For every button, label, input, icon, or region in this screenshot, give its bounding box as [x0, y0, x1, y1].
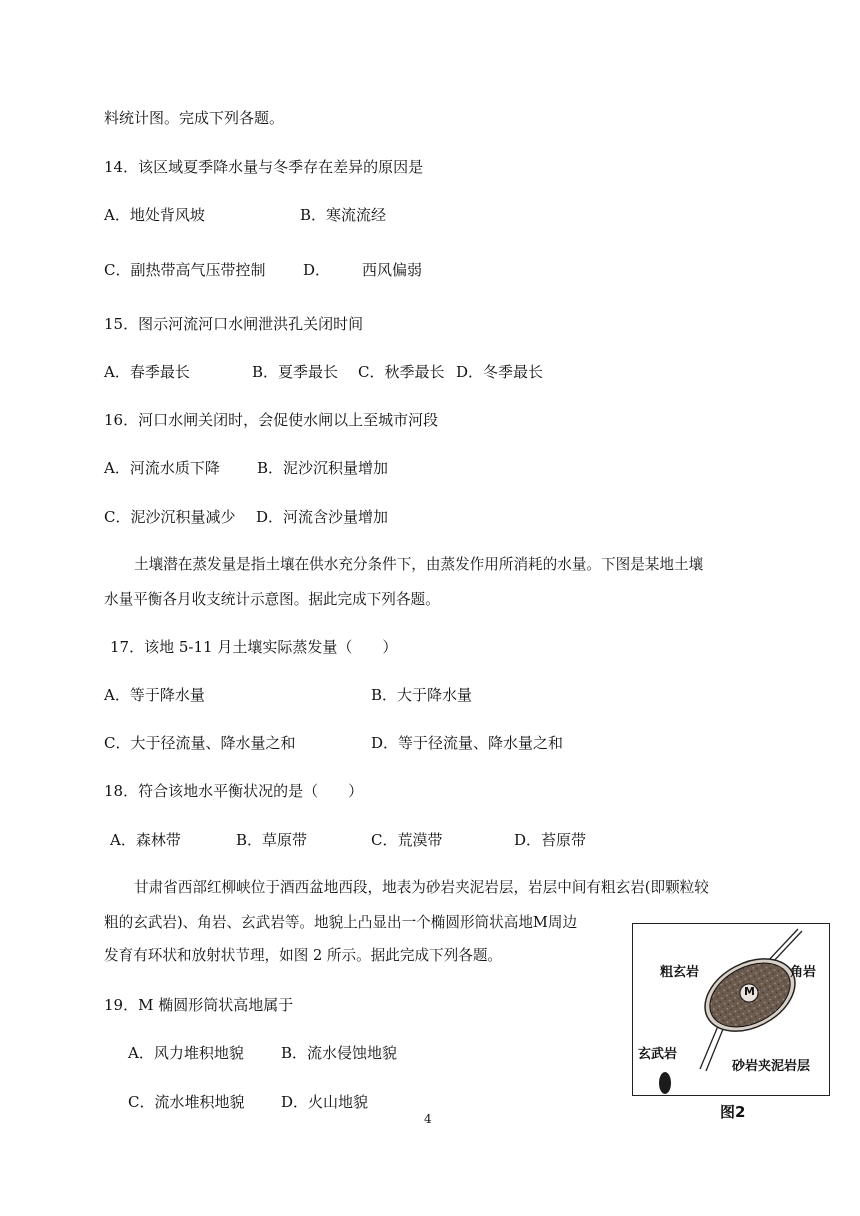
q19-option-d: D．火山地貌 — [281, 1093, 369, 1111]
q18-option-b: B．草原带 — [236, 831, 308, 849]
q19-option-b: B．流水侵蚀地貌 — [281, 1044, 398, 1062]
page-number: 4 — [424, 1112, 432, 1126]
passage-gansu-line1: 甘肃省西部红柳峡位于酒西盆地西段，地表为砂岩夹泥岩层，岩层中间有粗玄岩(即颗粒较 — [134, 879, 709, 896]
q15-option-c: C．秋季最长 — [358, 363, 445, 381]
intro-tail: 料统计图。完成下列各题。 — [104, 109, 285, 127]
q17-option-c: C．大于径流量、降水量之和 — [104, 734, 296, 752]
basalt-blob — [659, 1072, 671, 1094]
q19-stem: 19．M 椭圆形筒状高地属于 — [104, 996, 294, 1014]
q18-option-c: C．荒漠带 — [371, 831, 443, 849]
q17-option-d: D．等于径流量、降水量之和 — [371, 734, 564, 752]
q14-option-d: D． — [303, 261, 331, 279]
q16-option-a: A．河流水质下降 — [104, 459, 220, 477]
q17-stem: 17．该地 5-11 月土壤实际蒸发量（ ） — [110, 638, 398, 656]
label-hornfels: 角岩 — [790, 965, 817, 980]
q14-option-d-text: 西风偏弱 — [362, 261, 423, 279]
q14-option-a: A．地处背风坡 — [104, 206, 205, 224]
passage-soil-line1: 土壤潜在蒸发量是指土壤在供水充分条件下，由蒸发作用所消耗的水量。下图是某地土壤 — [134, 556, 704, 573]
q16-option-d: D．河流含沙量增加 — [256, 508, 389, 526]
q15-option-a: A．春季最长 — [104, 363, 190, 381]
q15-option-d: D．冬季最长 — [456, 363, 544, 381]
q14-option-c: C．副热带高气压带控制 — [104, 261, 266, 279]
q18-stem: 18．符合该地水平衡状况的是（ ） — [104, 782, 364, 800]
passage-gansu-line2: 粗的玄武岩)、角岩、玄武岩等。地貌上凸显出一个椭圆形筒状高地M周边 — [104, 914, 578, 931]
label-coarse-basalt: 粗玄岩 — [660, 965, 700, 980]
q15-stem: 15．图示河流河口水闸泄洪孔关闭时间 — [104, 315, 364, 333]
label-sandstone-mudstone: 砂岩夹泥岩层 — [732, 1059, 811, 1074]
q16-option-b: B．泥沙沉积量增加 — [257, 459, 389, 477]
q19-option-a: A．风力堆积地貌 — [128, 1044, 244, 1062]
label-m: M — [744, 985, 755, 998]
q15-option-b: B．夏季最长 — [252, 363, 339, 381]
q16-stem: 16．河口水闸关闭时，会促使水闸以上至城市河段 — [104, 411, 439, 429]
q18-option-a: A．森林带 — [110, 831, 181, 849]
passage-gansu-line3: 发育有环状和放射状节理，如图 2 所示。据此完成下列各题。 — [104, 947, 503, 964]
q18-option-d: D．苔原带 — [514, 831, 587, 849]
q19-option-c: C．流水堆积地貌 — [128, 1093, 245, 1111]
q14-option-b: B．寒流流经 — [300, 206, 387, 224]
figure-caption: 图2 — [720, 1103, 746, 1121]
passage-soil-line2: 水量平衡各月收支统计示意图。据此完成下列各题。 — [104, 591, 440, 608]
q17-option-a: A．等于降水量 — [104, 686, 205, 704]
q17-option-b: B．大于降水量 — [371, 686, 473, 704]
label-basalt: 玄武岩 — [638, 1047, 678, 1062]
q14-stem: 14．该区域夏季降水量与冬季存在差异的原因是 — [104, 158, 424, 176]
figure-2 — [632, 923, 832, 1128]
q16-option-c: C．泥沙沉积量减少 — [104, 508, 236, 526]
